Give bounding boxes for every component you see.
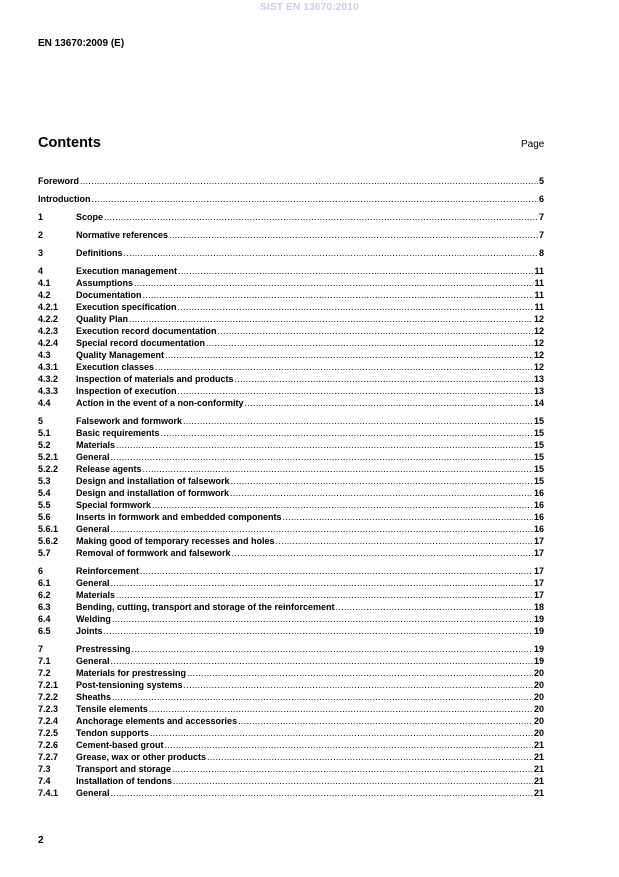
page-number: 2 [38, 835, 44, 846]
toc-dot-leader [111, 787, 533, 799]
toc-entry-page: 14 [533, 398, 544, 408]
toc-entry-page: 11 [534, 278, 544, 288]
toc-entry-title: Inspection of materials and products [76, 374, 234, 384]
toc-entry-page: 7 [538, 212, 544, 222]
toc-entry-number: 5.2.2 [38, 464, 59, 474]
toc-entry-number: 7.3 [38, 764, 51, 774]
toc-dot-leader [232, 547, 533, 559]
toc-section [38, 229, 544, 241]
toc-entry-page: 16 [533, 488, 544, 498]
toc-entry-title: Tendon supports [76, 728, 149, 738]
toc-entry[interactable] [38, 325, 544, 337]
toc-entry-page: 19 [533, 656, 544, 666]
toc-entry-number: 5.4 [38, 488, 51, 498]
toc-entry-title: Execution classes [76, 362, 155, 372]
toc-entry[interactable] [38, 265, 544, 277]
toc-dot-leader [111, 523, 533, 535]
toc-entry-title: Execution record documentation [76, 326, 217, 336]
toc-entry[interactable] [38, 277, 544, 289]
toc-entry[interactable] [38, 601, 544, 613]
toc-entry[interactable] [38, 787, 544, 799]
toc-entry-number: 6.2 [38, 590, 51, 600]
toc-entry[interactable] [38, 313, 544, 325]
page-column-label: Page [521, 139, 545, 150]
toc-entry-title: Cement-based grout [76, 740, 164, 750]
toc-entry-page: 16 [533, 512, 544, 522]
toc-entry-number: 7.2.3 [38, 704, 59, 714]
toc-section [38, 565, 544, 637]
toc-entry[interactable] [38, 301, 544, 313]
toc-entry-page: 20 [533, 704, 544, 714]
toc-entry-page: 15 [533, 416, 544, 426]
toc-entry[interactable] [38, 703, 544, 715]
toc-entry[interactable] [38, 565, 544, 577]
toc-entry-page: 12 [533, 314, 544, 324]
toc-dot-leader [155, 361, 533, 373]
toc-dot-leader [116, 439, 533, 451]
toc-entry-page: 20 [533, 692, 544, 702]
toc-entry[interactable] [38, 385, 544, 397]
toc-dot-leader [104, 625, 533, 637]
toc-entry-title: Grease, wax or other products [76, 752, 207, 762]
toc-entry-number: 4.2.1 [38, 302, 59, 312]
toc-entry-title: Welding [76, 614, 111, 624]
toc-entry-number: 5.1 [38, 428, 51, 438]
toc-entry[interactable] [38, 655, 544, 667]
toc-entry-number: 4.4 [38, 398, 51, 408]
toc-entry-page: 18 [533, 602, 544, 612]
toc-dot-leader [152, 499, 533, 511]
toc-section [38, 643, 544, 799]
toc-dot-leader [150, 727, 533, 739]
toc-entry[interactable] [38, 523, 544, 535]
toc-entry-page: 11 [534, 266, 544, 276]
toc-entry-number: 5.2.1 [38, 452, 59, 462]
toc-entry-page: 15 [533, 464, 544, 474]
toc-entry[interactable] [38, 487, 544, 499]
document-identifier: EN 13670:2009 (E) [38, 38, 125, 49]
toc-dot-leader [235, 373, 533, 385]
toc-dot-leader [140, 565, 533, 577]
toc-entry-title: General [76, 524, 110, 534]
toc-dot-leader [112, 691, 533, 703]
toc-dot-leader [132, 643, 533, 655]
toc-entry[interactable] [38, 439, 544, 451]
toc-entry-number: 7.2.2 [38, 692, 59, 702]
toc-dot-leader [238, 715, 533, 727]
toc-entry-number: 7 [38, 644, 44, 654]
toc-entry-number: 4.2.4 [38, 338, 59, 348]
toc-entry-number: 5.7 [38, 548, 51, 558]
toc-entry-page: 17 [533, 590, 544, 600]
toc-entry[interactable] [38, 667, 544, 679]
toc-entry[interactable] [38, 475, 544, 487]
toc-dot-leader [111, 451, 533, 463]
toc-entry-title: Inspection of execution [76, 386, 177, 396]
toc-entry-number: 3 [38, 248, 44, 258]
toc-entry-number: 5.5 [38, 500, 51, 510]
toc-entry-number: 7.2.1 [38, 680, 59, 690]
toc-entry-title: General [76, 452, 110, 462]
toc-entry-title: Execution specification [76, 302, 177, 312]
toc-entry-page: 19 [533, 644, 544, 654]
toc-dot-leader [207, 751, 533, 763]
toc-entry-page: 20 [533, 716, 544, 726]
toc-entry-number: 7.2 [38, 668, 51, 678]
toc-entry-page: 6 [538, 194, 544, 204]
toc-entry-title: Falsework and formwork [76, 416, 183, 426]
toc-entry-title: Quality Management [76, 350, 165, 360]
toc-entry-page: 17 [533, 578, 544, 588]
toc-entry-number: 6.1 [38, 578, 51, 588]
toc-entry-number: 7.2.5 [38, 728, 59, 738]
toc-entry-page: 17 [533, 548, 544, 558]
toc-entry-page: 21 [533, 776, 544, 786]
toc-entry-page: 13 [533, 374, 544, 384]
toc-entry-title: General [76, 788, 110, 798]
toc-entry-title: Post-tensioning systems [76, 680, 183, 690]
toc-entry-page: 19 [533, 614, 544, 624]
toc-entry[interactable] [38, 247, 544, 259]
toc-entry[interactable] [38, 679, 544, 691]
toc-dot-leader [169, 229, 538, 241]
toc-entry-number: 6.3 [38, 602, 51, 612]
toc-dot-leader [183, 415, 533, 427]
toc-entry-page: 15 [533, 440, 544, 450]
toc-entry-title: Bending, cutting, transport and storage of the reinforcement [76, 602, 335, 612]
toc-entry-title: Definitions [76, 248, 123, 258]
toc-entry-title: Joints [76, 626, 103, 636]
toc-dot-leader [231, 475, 533, 487]
toc-entry-page: 13 [533, 386, 544, 396]
toc-entry-page: 20 [533, 680, 544, 690]
toc-entry-page: 15 [533, 452, 544, 462]
toc-entry-title: Removal of formwork and falsework [76, 548, 231, 558]
toc-entry-title: Transport and storage [76, 764, 172, 774]
toc-entry[interactable] [38, 775, 544, 787]
toc-entry-number: 4.1 [38, 278, 51, 288]
toc-entry-page: 20 [533, 728, 544, 738]
toc-entry-title: Documentation [76, 290, 142, 300]
toc-dot-leader [187, 667, 533, 679]
toc-entry-title: Scope [76, 212, 104, 222]
toc-entry[interactable] [38, 613, 544, 625]
toc-entry[interactable] [38, 451, 544, 463]
toc-entry-number: 5.2 [38, 440, 51, 450]
toc-entry[interactable] [38, 175, 544, 187]
toc-entry-number: 7.2.7 [38, 752, 59, 762]
toc-entry-title: Special record documentation [76, 338, 206, 348]
toc-entry-title: Design and installation of falsework [76, 476, 230, 486]
toc-entry-title: General [76, 656, 110, 666]
toc-entry-title: Anchorage elements and accessories [76, 716, 238, 726]
toc-entry[interactable] [38, 535, 544, 547]
toc-entry-title: Materials for prestressing [76, 668, 187, 678]
toc-section [38, 415, 544, 559]
toc-entry[interactable] [38, 715, 544, 727]
toc-entry[interactable] [38, 229, 544, 241]
toc-entry-page: 21 [533, 740, 544, 750]
toc-dot-leader [161, 427, 533, 439]
toc-entry-number: 5.6.1 [38, 524, 59, 534]
toc-entry-number: 4.2.2 [38, 314, 59, 324]
toc-entry[interactable] [38, 463, 544, 475]
watermark: SIST EN 13670:2010 [260, 2, 359, 13]
toc-entry-title: Normative references [76, 230, 169, 240]
toc-entry[interactable] [38, 499, 544, 511]
toc-entry-title: Prestressing [76, 644, 131, 654]
toc-entry-page: 12 [533, 350, 544, 360]
toc-dot-leader [172, 763, 533, 775]
toc-entry-page: 8 [538, 248, 544, 258]
toc-entry-number: 6 [38, 566, 44, 576]
toc-entry-title: Sheaths [76, 692, 112, 702]
toc-entry[interactable] [38, 349, 544, 361]
toc-dot-leader [165, 349, 533, 361]
toc-dot-leader [245, 397, 533, 409]
toc-entry-number: 4 [38, 266, 44, 276]
toc-entry-title: Design and installation of formwork [76, 488, 230, 498]
toc-entry-title: Basic requirements [76, 428, 160, 438]
toc-dot-leader [165, 739, 533, 751]
toc-entry-number: 7.4 [38, 776, 51, 786]
toc-entry-title: Materials [76, 440, 116, 450]
toc-entry-number: 5.6.2 [38, 536, 59, 546]
toc-section [38, 193, 544, 205]
toc-entry-number: 4.3.3 [38, 386, 59, 396]
toc-entry-page: 12 [533, 362, 544, 372]
toc-entry-page: 11 [534, 290, 544, 300]
toc-entry-number: 4.3 [38, 350, 51, 360]
toc-dot-leader [134, 277, 533, 289]
toc-entry-number: 5.6 [38, 512, 51, 522]
toc-entry[interactable] [38, 193, 544, 205]
toc-entry-title: Assumptions [76, 278, 134, 288]
toc-dot-leader [206, 337, 533, 349]
contents-heading: Contents [38, 135, 101, 151]
toc-entry-page: 20 [533, 668, 544, 678]
toc-dot-leader [184, 679, 533, 691]
toc-entry[interactable] [38, 511, 544, 523]
toc-dot-leader [178, 265, 533, 277]
toc-entry[interactable] [38, 361, 544, 373]
toc-section [38, 211, 544, 223]
toc-entry-page: 16 [533, 500, 544, 510]
toc-dot-leader [80, 175, 538, 187]
toc-entry[interactable] [38, 397, 544, 409]
toc-entry-title: Execution management [76, 266, 178, 276]
toc-dot-leader [116, 589, 533, 601]
toc-entry-title: Making good of temporary recesses and holes [76, 536, 275, 546]
toc-dot-leader [112, 613, 533, 625]
toc-entry[interactable] [38, 739, 544, 751]
toc-entry[interactable] [38, 211, 544, 223]
toc-entry-title: Foreword [38, 176, 80, 186]
toc-dot-leader [173, 775, 533, 787]
toc-entry-title: Inserts in formwork and embedded components [76, 512, 282, 522]
toc-dot-leader [111, 655, 533, 667]
toc-entry-number: 7.4.1 [38, 788, 59, 798]
toc-entry-page: 15 [533, 428, 544, 438]
toc-entry[interactable] [38, 643, 544, 655]
toc-entry-page: 21 [533, 788, 544, 798]
toc-entry-title: Action in the event of a non-conformity [76, 398, 244, 408]
toc-entry-number: 7.2.6 [38, 740, 59, 750]
toc-entry-number: 7.2.4 [38, 716, 59, 726]
toc-entry-number: 2 [38, 230, 44, 240]
toc-entry-page: 17 [533, 536, 544, 546]
toc-entry[interactable] [38, 415, 544, 427]
toc-dot-leader [124, 247, 538, 259]
toc-entry[interactable] [38, 337, 544, 349]
toc-entry[interactable] [38, 547, 544, 559]
toc-entry-number: 6.5 [38, 626, 51, 636]
toc-dot-leader [92, 193, 538, 205]
toc-entry-number: 6.4 [38, 614, 51, 624]
toc-dot-leader [276, 535, 533, 547]
toc-entry-number: 5 [38, 416, 44, 426]
toc-dot-leader [143, 289, 534, 301]
toc-entry-title: Quality Plan [76, 314, 129, 324]
toc-entry-page: 16 [533, 524, 544, 534]
toc-entry-title: General [76, 578, 110, 588]
toc-dot-leader [149, 703, 533, 715]
toc-entry-title: Materials [76, 590, 116, 600]
toc-entry[interactable] [38, 589, 544, 601]
toc-entry[interactable] [38, 625, 544, 637]
toc-entry-title: Introduction [38, 194, 91, 204]
toc-entry-number: 7.1 [38, 656, 51, 666]
toc-section [38, 247, 544, 259]
toc-entry[interactable] [38, 691, 544, 703]
toc-section [38, 175, 544, 187]
toc-entry-title: Reinforcement [76, 566, 140, 576]
toc-entry[interactable] [38, 727, 544, 739]
toc-dot-leader [283, 511, 533, 523]
toc-entry-number: 4.2 [38, 290, 51, 300]
toc-entry[interactable] [38, 751, 544, 763]
toc-entry-page: 17 [533, 566, 544, 576]
toc-entry-title: Release agents [76, 464, 142, 474]
toc-entry[interactable] [38, 763, 544, 775]
toc-entry-page: 11 [534, 302, 544, 312]
table-of-contents [38, 175, 544, 805]
toc-entry[interactable] [38, 373, 544, 385]
toc-entry-number: 5.3 [38, 476, 51, 486]
toc-dot-leader [218, 325, 533, 337]
toc-entry[interactable] [38, 577, 544, 589]
toc-entry-number: 4.3.1 [38, 362, 59, 372]
toc-entry[interactable] [38, 427, 544, 439]
toc-entry-page: 12 [533, 338, 544, 348]
toc-entry-page: 12 [533, 326, 544, 336]
toc-dot-leader [178, 301, 534, 313]
toc-entry-number: 4.3.2 [38, 374, 59, 384]
toc-entry-title: Special formwork [76, 500, 152, 510]
toc-entry-page: 21 [533, 764, 544, 774]
toc-dot-leader [143, 463, 533, 475]
toc-dot-leader [178, 385, 533, 397]
toc-entry-title: Installation of tendons [76, 776, 172, 786]
toc-entry-page: 21 [533, 752, 544, 762]
toc-dot-leader [129, 313, 533, 325]
toc-entry-title: Tensile elements [76, 704, 148, 714]
toc-dot-leader [104, 211, 538, 223]
toc-section [38, 265, 544, 409]
toc-dot-leader [230, 487, 533, 499]
toc-entry-page: 5 [538, 176, 544, 186]
toc-entry-page: 15 [533, 476, 544, 486]
toc-entry-page: 19 [533, 626, 544, 636]
toc-dot-leader [336, 601, 533, 613]
toc-entry-number: 1 [38, 212, 44, 222]
toc-entry-page: 7 [538, 230, 544, 240]
toc-dot-leader [111, 577, 533, 589]
toc-entry[interactable] [38, 289, 544, 301]
toc-entry-number: 4.2.3 [38, 326, 59, 336]
